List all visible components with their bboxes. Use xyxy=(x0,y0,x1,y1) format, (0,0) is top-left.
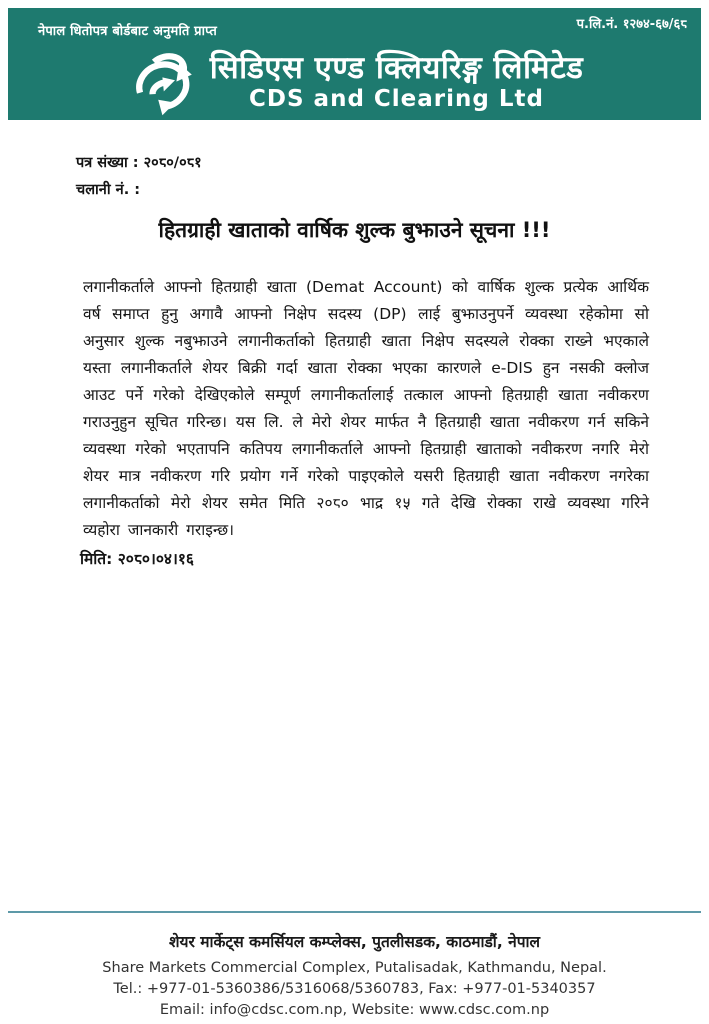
ref-number-line: पत्र संख्या : २०८०/०८१ xyxy=(76,155,202,171)
org-name-nepali: सिडिएस एण्ड क्लियरिङ्ग लिमिटेड xyxy=(209,50,584,86)
header-band xyxy=(8,8,701,120)
letter-title: हितग्राही खाताको वार्षिक शुल्क बुझाउने सूचना !!! xyxy=(158,218,551,242)
footer-divider xyxy=(8,911,701,913)
footer-address-nepali: शेयर मार्केट्स कमर्सियल कम्प्लेक्स, पुतलीसडक, काठमाडौं, नेपाल xyxy=(168,933,541,951)
brand-names xyxy=(210,50,584,112)
cdsc-swirl-arrows-logo-icon xyxy=(126,48,196,118)
footer xyxy=(0,930,709,1021)
dispatch-number-line: चलानी नं. : xyxy=(76,182,141,198)
permit-text: नेपाल धितोपत्र बोर्डबाट अनुमति प्राप्त xyxy=(38,24,217,39)
footer-email-website: Email: info@cdsc.com.np, Website: www.cdsc.com.np xyxy=(159,1002,550,1018)
letter-body-paragraph: लगानीकर्ताले आफ्नो हितग्राही खाता (Demat Account) को वार्षिक शुल्क प्रत्येक आर्थिक वर्ष समाप्त हुनु अगावै आफ्नो निक्षेप सदस्य (DP) लाई बुझाउनुपर्ने व्यवस्था रहेकोमा सो अनुसार शुल्क नबुझाउने लगानीकर्ताको हितग्राही खाता निक्षेप सदस्यले रोक्का राख्ने भएकाले यस्ता लगानीकर्ताले शेयर बिक्री गर्दा खाता रोक्का भएका कारणले e-DIS हुन नसकी क्लोज आउट पर्ने गरेको देखिएकोले सम्पूर्ण लगानीकर्तालाई तत्काल आफ्नो हितग्राही खाता नवीकरण गराउनुहुन सूचित गरिन्छ। यस लि. ले मेरो शेयर मार्फत नै हितग्राही खाता नवीकरण गर्न सकिने व्यवस्था गरेको भएतापनि कतिपय लगानीकर्ताले आफ्नो हितग्राही खाताको नवीकरण नगरि मेरो शेयर मात्र नवीकरण गरि प्रयोग गर्ने गरेको पाइएकोले यसरी हितग्राही खाता नवीकरण नगरेका लगानीकर्ताको मेरो शेयर समेत मिति २०८० भाद्र १५ गते देखि रोक्का राखे व्यवस्था गरिने व्यहोरा जानकारी गराइन्छ। xyxy=(83,278,649,539)
letter-date: मिति: २०८०।०४।१६ xyxy=(80,550,194,568)
org-name-english: CDS and Clearing Ltd xyxy=(249,86,544,112)
letter-meta xyxy=(76,150,202,204)
footer-address-english: Share Markets Commercial Complex, Putalisadak, Kathmandu, Nepal. xyxy=(102,960,607,976)
footer-tel-fax: Tel.: +977-01-5360386/5316068/5360783, Fax: +977-01-5340357 xyxy=(113,981,596,997)
registration-number: प.लि.नं. १२७४-६७/६८ xyxy=(576,17,687,32)
brand-row xyxy=(8,44,701,118)
